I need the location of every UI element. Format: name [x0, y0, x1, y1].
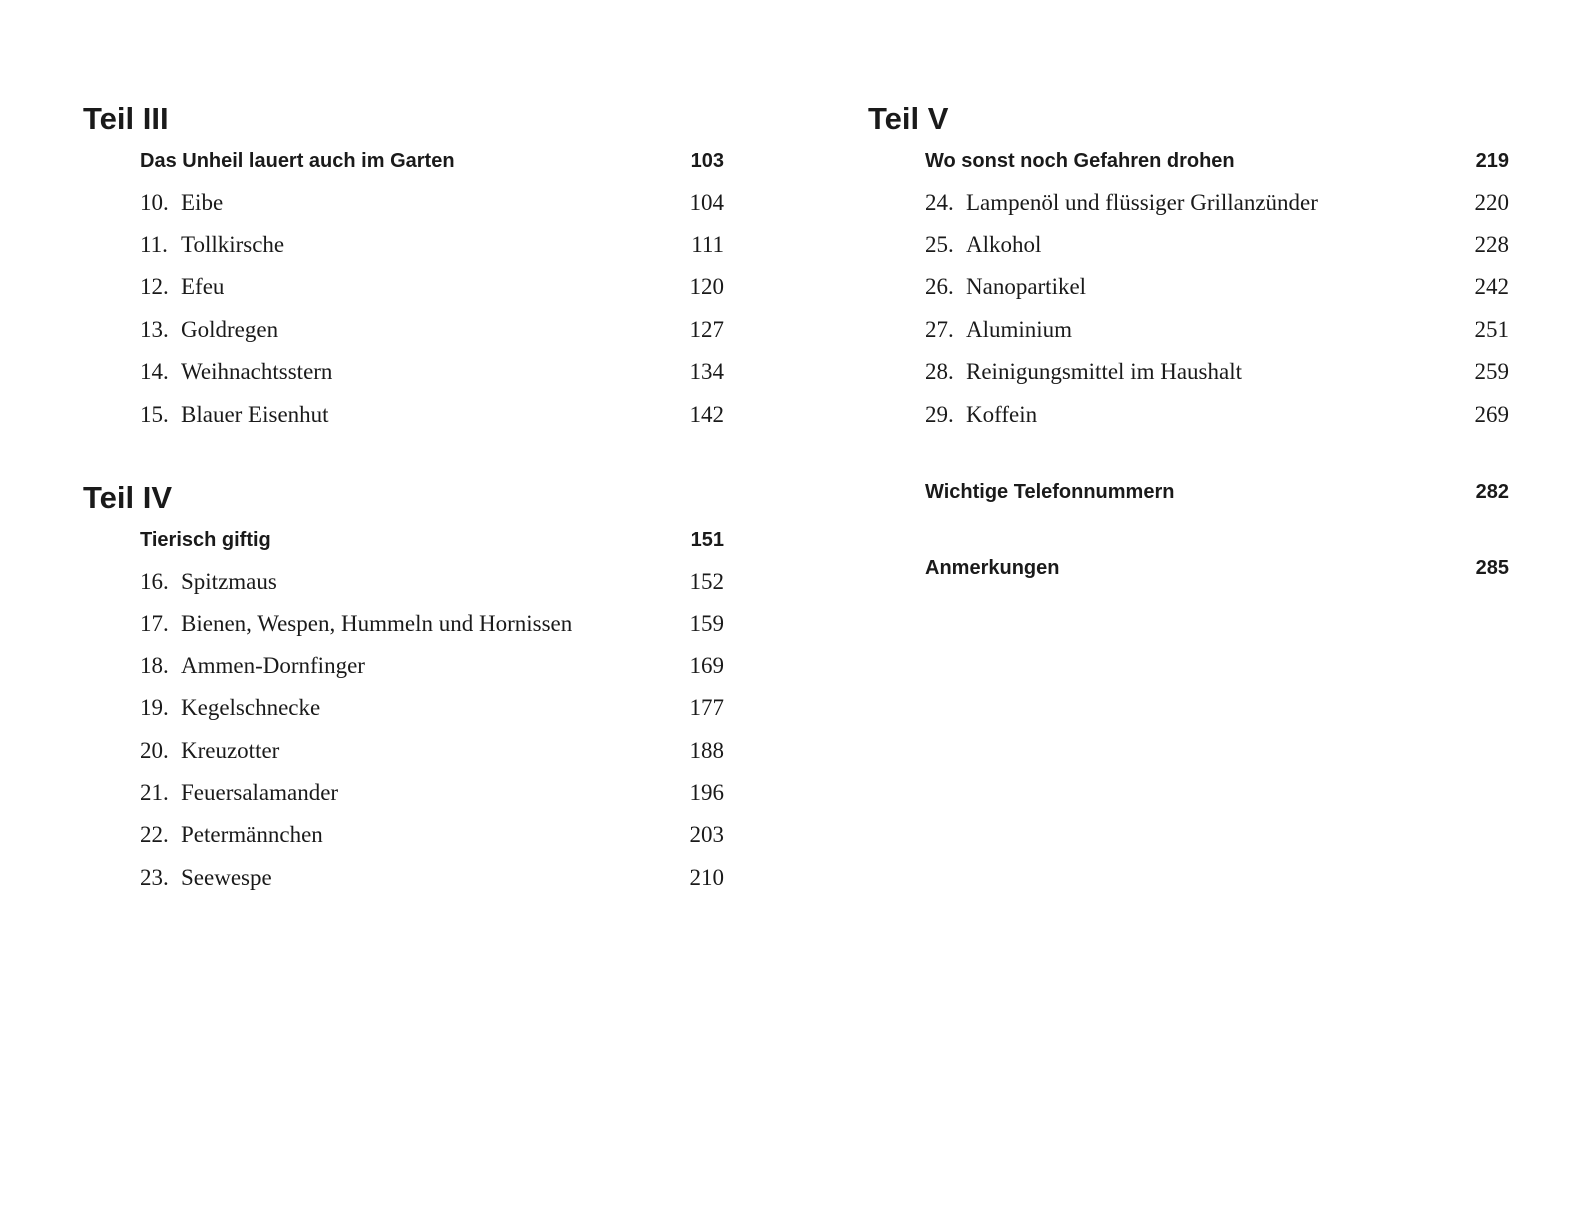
chapter-page: 228	[1474, 232, 1509, 257]
toc-chapter-entry[interactable]	[140, 400, 724, 430]
toc-section-entry[interactable]	[140, 146, 724, 176]
section-page: 151	[690, 529, 724, 551]
chapter-page: 159	[689, 611, 724, 636]
toc-chapter-entry[interactable]	[925, 315, 1509, 345]
chapter-page: 134	[689, 359, 724, 384]
toc-chapter-entry[interactable]	[140, 567, 724, 597]
chapter-number: 12.	[140, 274, 169, 299]
chapter-number: 24.	[925, 190, 954, 215]
toc-section-entry[interactable]	[925, 146, 1509, 176]
toc-chapter-entry[interactable]	[140, 357, 724, 387]
toc-section-entry[interactable]	[140, 525, 724, 555]
chapter-title: Ammen-Dornfinger	[181, 653, 365, 678]
chapter-number: 22.	[140, 822, 169, 847]
toc-chapter-entry[interactable]	[140, 188, 724, 218]
chapter-number: 27.	[925, 317, 954, 342]
chapter-number: 11.	[140, 232, 168, 257]
toc-chapter-entry[interactable]	[140, 609, 724, 639]
toc-chapter-entry[interactable]	[925, 188, 1509, 218]
chapter-page: 127	[689, 317, 724, 342]
chapter-number: 15.	[140, 402, 169, 427]
chapter-title: Nanopartikel	[966, 274, 1087, 299]
chapter-page: 269	[1474, 402, 1509, 427]
part-heading-teil-v: Teil V	[868, 101, 949, 136]
chapter-number: 20.	[140, 738, 169, 763]
toc-chapter-entry[interactable]	[140, 820, 724, 850]
chapter-title: Seewespe	[181, 865, 272, 890]
chapter-page: 203	[689, 822, 724, 847]
chapter-title: Lampenöl und flüssiger Grillanzünder	[966, 190, 1318, 215]
toc-chapter-entry[interactable]	[925, 230, 1509, 260]
chapter-page: 142	[689, 402, 724, 427]
chapter-page: 177	[689, 695, 724, 720]
section-title: Tierisch giftig	[140, 529, 271, 551]
chapter-number: 19.	[140, 695, 169, 720]
toc-extra-entry-anmerkungen[interactable]	[925, 553, 1509, 583]
chapter-title: Kegelschnecke	[181, 695, 321, 720]
chapter-title: Bienen, Wespen, Hummeln und Hornissen	[181, 611, 573, 636]
section-title: Wo sonst noch Gefahren drohen	[925, 150, 1235, 172]
chapter-page: 242	[1474, 274, 1509, 299]
chapter-number: 28.	[925, 359, 954, 384]
chapter-page: 220	[1474, 190, 1509, 215]
chapter-title: Spitzmaus	[181, 569, 277, 594]
chapter-page: 169	[689, 653, 724, 678]
chapter-page: 111	[691, 232, 724, 257]
toc-chapter-entry[interactable]	[925, 272, 1509, 302]
chapter-number: 10.	[140, 190, 169, 215]
chapter-page: 188	[689, 738, 724, 763]
toc-chapter-entry[interactable]	[140, 693, 724, 723]
chapter-title: Efeu	[181, 274, 225, 299]
chapter-page: 259	[1474, 359, 1509, 384]
toc-chapter-entry[interactable]	[140, 230, 724, 260]
toc-chapter-entry[interactable]	[925, 357, 1509, 387]
chapter-title: Goldregen	[181, 317, 279, 342]
toc-chapter-entry[interactable]	[140, 863, 724, 893]
chapter-number: 17.	[140, 611, 169, 636]
chapter-title: Feuersalamander	[181, 780, 339, 805]
chapter-title: Blauer Eisenhut	[181, 402, 329, 427]
chapter-number: 29.	[925, 402, 954, 427]
chapter-number: 16.	[140, 569, 169, 594]
chapter-page: 196	[689, 780, 724, 805]
chapter-title: Koffein	[966, 402, 1038, 427]
chapter-title: Weihnachtsstern	[181, 359, 333, 384]
extra-title: Wichtige Telefonnummern	[925, 481, 1175, 503]
extra-page: 285	[1475, 557, 1509, 579]
chapter-title: Tollkirsche	[181, 232, 285, 257]
toc-chapter-entry[interactable]	[140, 651, 724, 681]
chapter-number: 21.	[140, 780, 169, 805]
chapter-number: 13.	[140, 317, 169, 342]
section-title: Das Unheil lauert auch im Garten	[140, 150, 455, 172]
chapter-title: Alkohol	[966, 232, 1042, 257]
chapter-number: 25.	[925, 232, 954, 257]
chapter-page: 120	[689, 274, 724, 299]
toc-extra-entry-telefonnummern[interactable]	[925, 477, 1509, 507]
section-page: 219	[1475, 150, 1509, 172]
extra-page: 282	[1475, 481, 1509, 503]
chapter-page: 104	[689, 190, 724, 215]
chapter-page: 152	[689, 569, 724, 594]
chapter-page: 251	[1474, 317, 1509, 342]
toc-chapter-entry[interactable]	[140, 315, 724, 345]
chapter-title: Kreuzotter	[181, 738, 280, 763]
chapter-title: Reinigungsmittel im Haushalt	[966, 359, 1242, 384]
chapter-number: 14.	[140, 359, 169, 384]
part-heading-teil-iii: Teil III	[83, 101, 169, 136]
extra-title: Anmerkungen	[925, 557, 1060, 579]
chapter-number: 18.	[140, 653, 169, 678]
toc-chapter-entry[interactable]	[140, 778, 724, 808]
chapter-title: Petermännchen	[181, 822, 323, 847]
section-page: 103	[690, 150, 724, 172]
toc-chapter-entry[interactable]	[140, 272, 724, 302]
chapter-page: 210	[689, 865, 724, 890]
part-heading-teil-iv: Teil IV	[83, 480, 173, 515]
chapter-title: Aluminium	[966, 317, 1073, 342]
toc-chapter-entry[interactable]	[140, 736, 724, 766]
toc-chapter-entry[interactable]	[925, 400, 1509, 430]
chapter-number: 23.	[140, 865, 169, 890]
chapter-number: 26.	[925, 274, 954, 299]
chapter-title: Eibe	[181, 190, 224, 215]
